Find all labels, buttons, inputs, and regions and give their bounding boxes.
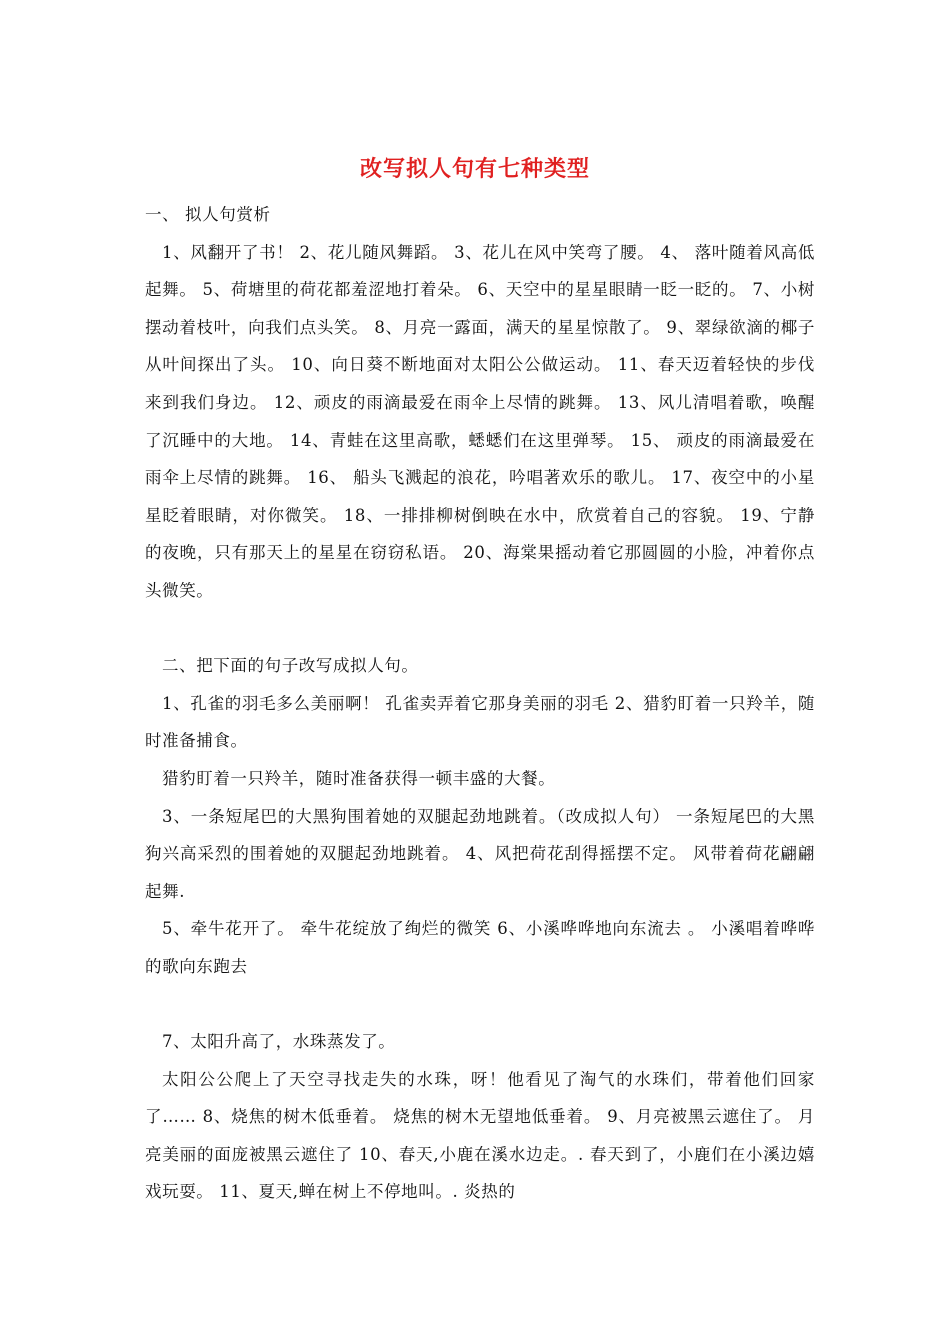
- paragraph-4: 5、牵牛花开了。 牵牛花绽放了绚烂的微笑 6、小溪哗哗地向东流去 。 小溪唱着哗哗的歌向东跑去: [145, 919, 815, 976]
- paragraph-2: 猎豹盯着一只羚羊，随时准备获得一顿丰盛的大餐。: [162, 768, 556, 788]
- section1-paragraph: 1、风翻开了书！ 2、花儿随风舞蹈。 3、花儿在风中笑弯了腰。 4、 落叶随着风高低起舞。 5、荷塘里的荷花都羞涩地打着朵。 6、天空中的星星眼睛一眨一眨的。 7、小树摆动着枝叶，向我们点头笑。 8、月亮一露面，满天的星星惊散了。 9、翠绿欲滴的椰子从叶间探出了头。 10、向日葵不断地面对太阳公公做运动。 11、春天迈着轻快的步伐来到我们身边。 12、顽皮的雨滴最爱在雨伞上尽情的跳舞。 13、风儿清唱着歌，唤醒了沉睡中的大地。 14、青蛙在这里高歌，蟋蟋们在这里弹琴。 15、 顽皮的雨滴最爱在雨伞上尽情的跳舞。 16、 船头飞溅起的浪花，吟唱著欢乐的歌儿。 17、夜空中的小星星眨着眼睛，对你微笑。 18、一排排柳树倒映在水中，欣赏着自己的容貌。 19、宁静的夜晚，只有那天上的星星在窃窃私语。 20、海棠果摇动着它那圆圆的小脸，冲着你点头微笑。: [145, 242, 815, 600]
- blank-line: [145, 610, 815, 648]
- blank-line: [145, 985, 815, 1023]
- paragraph-6: 太阳公公爬上了天空寻找走失的水珠，呀！他看见了淘气的水珠们，带着他们回家了…… 8、烧焦的树木低垂着。 烧焦的树木无望地低垂着。 9、月亮被黑云遮住了。 月亮美丽的面庞被黑云遮住了 10、春天,小鹿在溪水边走。. 春天到了，小鹿们在小溪边嬉戏玩耍。 11、夏天,蝉在树上不停地叫。. 炎热的: [145, 1069, 815, 1202]
- section1-heading: 一、 拟人句赏析: [145, 205, 271, 224]
- document-title: 改写拟人句有七种类型: [359, 156, 590, 182]
- section2-heading: 二、把下面的句子改写成拟人句。: [162, 656, 419, 676]
- paragraph-5: 7、太阳升高了，水珠蒸发了。: [162, 1032, 396, 1052]
- paragraph-1: 1、孔雀的羽毛多么美丽啊！ 孔雀卖弄着它那身美丽的羽毛 2、猎豹盯着一只羚羊，随时准备捕食。: [145, 693, 815, 751]
- document-body: [145, 196, 815, 1211]
- paragraph-3: 3、一条短尾巴的大黑狗围着她的双腿起劲地跳着。（改成拟人句） 一条短尾巴的大黑狗兴高采烈的围着她的双腿起劲地跳着。 4、风把荷花刮得摇摆不定。 风带着荷花翩翩起舞.: [145, 806, 815, 901]
